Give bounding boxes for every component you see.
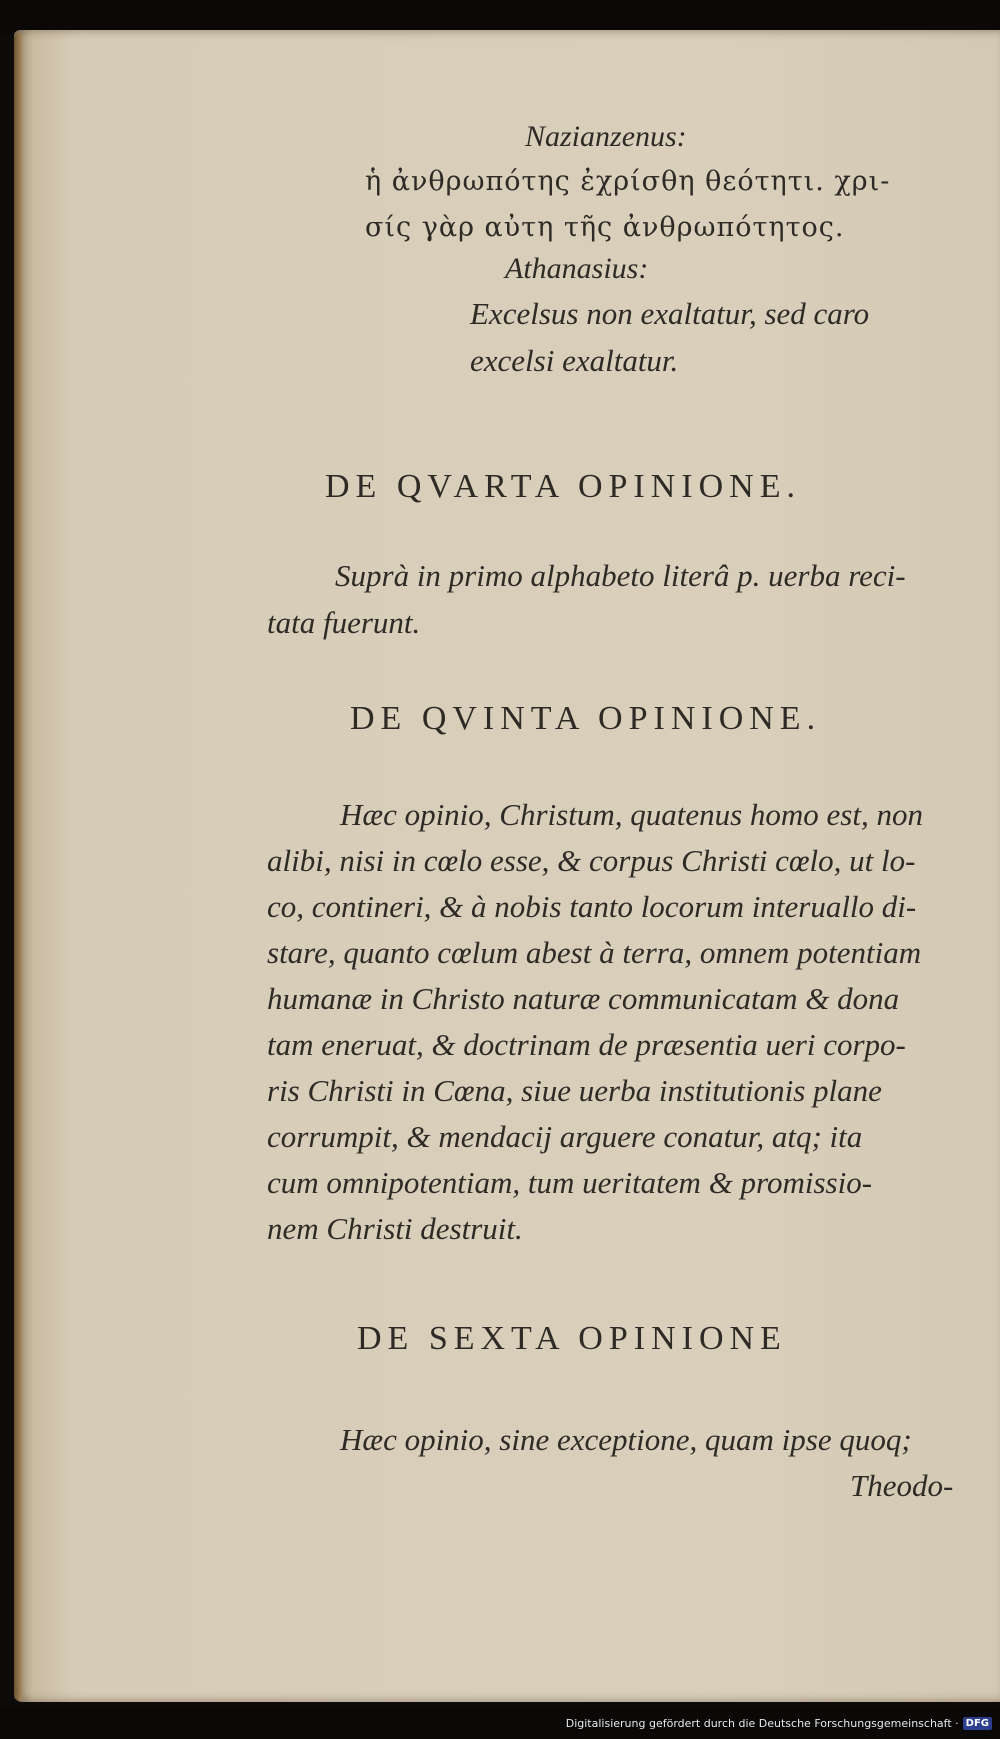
citation-author-nazianzenus: Nazianzenus: [525, 120, 687, 153]
heading-quarta-opinione: DE QVARTA OPINIONE. [325, 468, 801, 505]
section-5-line-6: tam eneruat, & doctrinam de præsentia ueri corpo- [267, 1027, 906, 1062]
section-6-line-1: Hæc opinio, sine exceptione, quam ipse quoq; [340, 1422, 912, 1457]
section-5-line-2: alibi, nisi in cœlo esse, & corpus Christi cœlo, ut lo- [267, 843, 916, 878]
section-5-line-5: humanæ in Christo naturæ communicatam & dona [267, 981, 900, 1016]
latin-quote-line-2: excelsi exaltatur. [470, 343, 679, 378]
section-5-line-10: nem Christi destruit. [267, 1211, 523, 1246]
section-4-line-1: Suprà in primo alphabeto literâ p. uerba reci- [335, 558, 906, 593]
section-5-line-9: cum omnipotentiam, tum ueritatem & promissio- [267, 1165, 873, 1200]
section-5-line-4: stare, quanto cœlum abest à terra, omnem potentiam [267, 935, 922, 970]
section-4-line-2: tata fuerunt. [267, 605, 421, 640]
citation-author-athanasius: Athanasius: [505, 252, 649, 285]
latin-quote-line-1: Excelsus non exaltatur, sed caro [470, 296, 870, 331]
greek-quote-line-1: ἡ ἀνθρωπότης ἐχρίσθη θεότητι. χρι- [365, 166, 891, 197]
heading-sexta-opinione: DE SEXTA OPINIONE [357, 1320, 787, 1357]
heading-quinta-opinione: DE QVINTA OPINIONE. [350, 700, 822, 737]
section-5-line-1: Hæc opinio, Christum, quatenus homo est, non [340, 797, 923, 832]
page-binding-edge [14, 34, 22, 1700]
greek-quote-line-2: σίς γὰρ αὐτη τῆς ἀνθρωπότητος. [365, 212, 845, 243]
dfg-logo: DFG [963, 1717, 992, 1730]
catchword: Theodo- [850, 1468, 954, 1503]
section-5-line-7: ris Christi in Cœna, siue uerba institutionis plane [267, 1073, 882, 1108]
funding-credit: Digitalisierung gefördert durch die Deutsche Forschungsgemeinschaft · [565, 1717, 959, 1730]
section-5-line-8: corrumpit, & mendacij arguere conatur, atq; ita [267, 1119, 863, 1154]
digitization-footer [0, 1708, 1000, 1739]
scan-top-edge [0, 0, 1000, 34]
section-5-line-3: co, contineri, & à nobis tanto locorum interuallo di- [267, 889, 917, 924]
